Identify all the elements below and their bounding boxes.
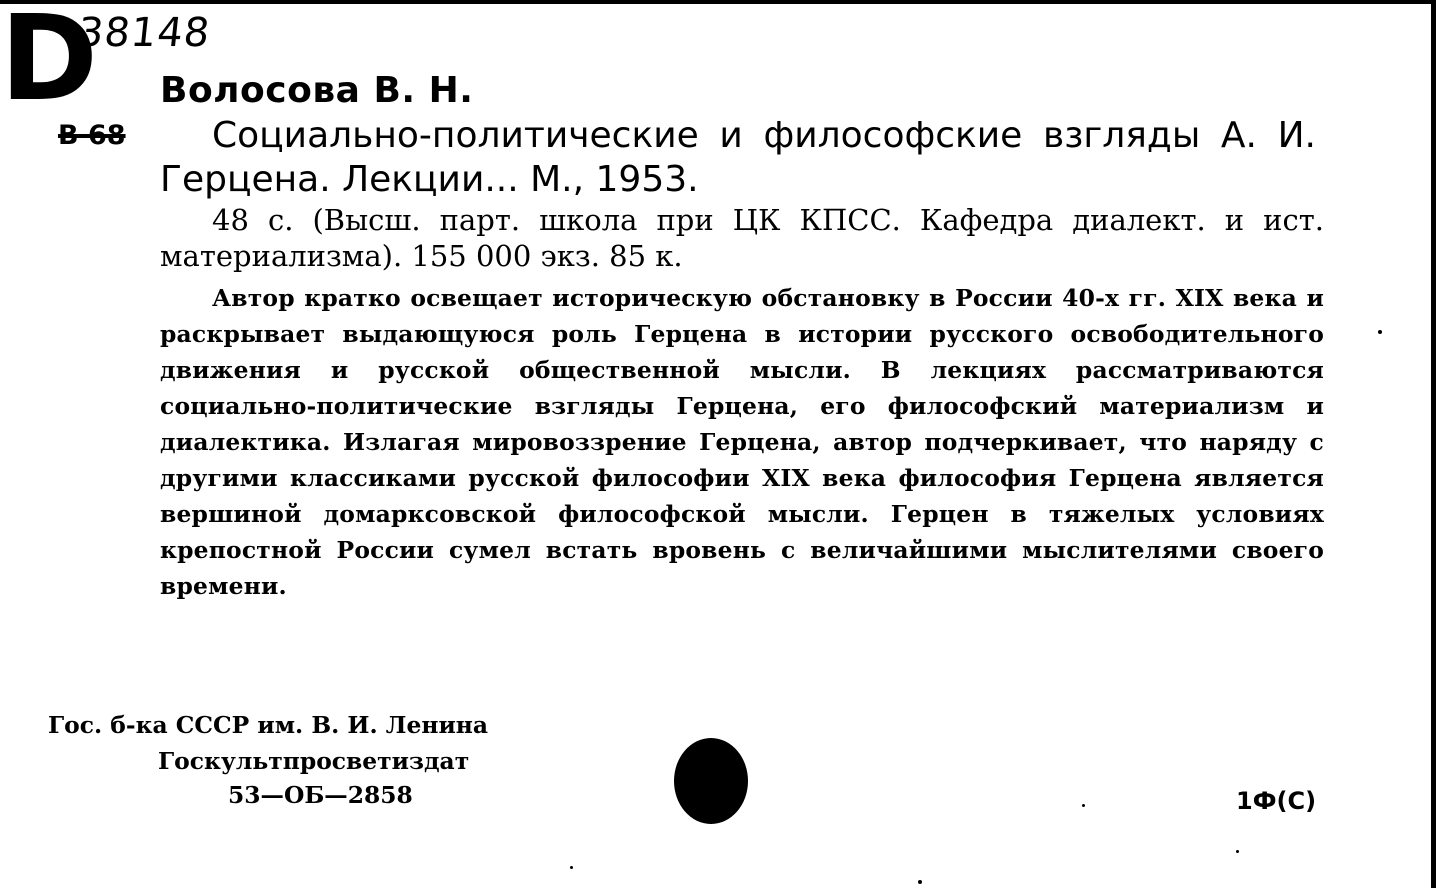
catalog-letter: D xyxy=(0,0,94,127)
speck xyxy=(1236,850,1239,853)
publisher-name: Госкультпросветиздат xyxy=(158,747,470,775)
speck xyxy=(570,866,573,869)
speck xyxy=(1082,804,1085,807)
punch-hole xyxy=(674,738,748,824)
shelf-mark: В 68 xyxy=(58,120,126,151)
order-number: 53—ОБ—2858 xyxy=(228,781,413,809)
author-name: Волосова В. Н. xyxy=(160,70,474,111)
speck xyxy=(1378,330,1382,334)
speck xyxy=(918,880,922,884)
classification-code: 1Ф(С) xyxy=(1236,787,1317,815)
imprint-details: 48 с. (Высш. парт. школа при ЦК КПСС. Кафедра диалект. и ист. материализма). 155 000 экз. 85 к. xyxy=(160,203,1324,273)
abstract-text: Автор кратко освещает историческую обстановку в России 40-х гг. XIX века и раскрывает выдающуюся роль Герцена в истории русского освободительного движения и русской общественной мысли. В лекциях рассматриваются социально-политические взгляды Герцена, его философский материализм и диалектика. Излагая мировоззрение Герцена, автор подчеркивает, что наряду с другими классиками русской философии XIX века философия Герцена является вершиной домарксовской философской мысли. Герцен в тяжелых условиях крепостной России сумел встать вровень с величайшими мыслителями своего времени. xyxy=(160,284,1324,600)
library-name: Гос. б-ка СССР им. В. И. Ленина xyxy=(48,711,489,739)
book-title: Социально-политические и философские взгляды А. И. Герцена. Лекции... М., 1953. xyxy=(160,115,1316,200)
handwritten-number: 38148 xyxy=(75,10,213,56)
